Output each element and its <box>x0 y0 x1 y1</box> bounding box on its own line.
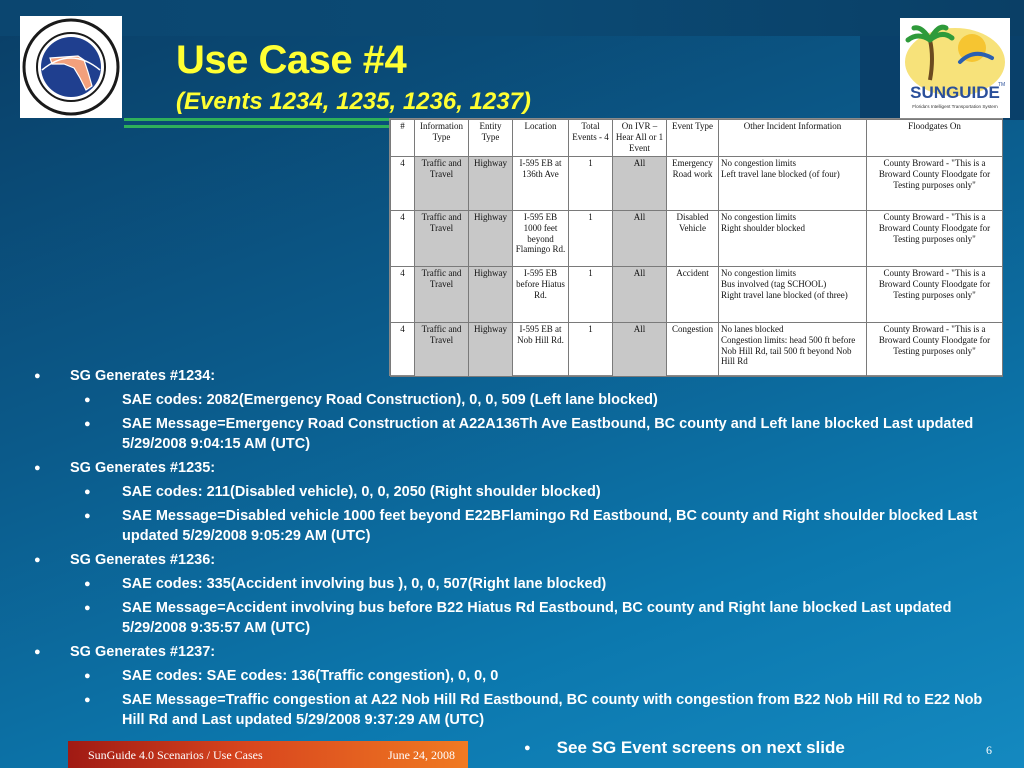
fdot-seal-icon <box>20 16 122 118</box>
bullet-list <box>34 366 1004 734</box>
table-cell: 4 <box>391 323 415 377</box>
sub-bullet-item: ● SAE Message=Emergency Road Construction at A22A136Th Ave Eastbound, BC county and Left lane blocked Last updated 5/29/2008 9:04:15 AM (UTC) <box>122 414 1002 454</box>
table-cell: Traffic and Travel <box>415 323 469 377</box>
table-cell: 1 <box>569 211 613 267</box>
next-slide-note: ● See SG Event screens on next slide <box>524 738 845 758</box>
table-header-cell: Information Type <box>415 120 469 157</box>
table-cell: Traffic and Travel <box>415 267 469 323</box>
table-header-cell: Other Incident Information <box>719 120 867 157</box>
table-header-cell: Event Type <box>667 120 719 157</box>
table-cell: All <box>613 267 667 323</box>
table-cell: 1 <box>569 157 613 211</box>
slide-subtitle: (Events 1234, 1235, 1236, 1237) <box>176 88 531 115</box>
table-row <box>391 211 1003 267</box>
fdot-logo <box>20 16 122 118</box>
top-band <box>0 0 1024 36</box>
sub-bullet-item: ● SAE Message=Accident involving bus before B22 Hiatus Rd Eastbound, BC county and Right lane blocked Last updated 5/29/2008 9:35:57 AM (UTC) <box>122 598 1002 638</box>
accent-line <box>124 118 390 121</box>
table-cell: I-595 EB at 136th Ave <box>513 157 569 211</box>
footer-title: SunGuide 4.0 Scenarios / Use Cases <box>88 748 263 762</box>
table-cell: County Broward - "This is a Broward County Floodgate for Testing purposes only" <box>867 157 1003 211</box>
table-header-cell: Location <box>513 120 569 157</box>
table-cell: No congestion limits Left travel lane blocked (of four) <box>719 157 867 211</box>
table-cell: Traffic and Travel <box>415 157 469 211</box>
accent-line <box>124 125 390 128</box>
table-cell: No congestion limits Bus involved (tag SCHOOL) Right travel lane blocked (of three) <box>719 267 867 323</box>
sub-bullet-item: ● SAE Message=Disabled vehicle 1000 feet beyond E22BFlamingo Rd Eastbound, BC county and Right shoulder blocked Last updated 5/29/2008 9:05:29 AM (UTC) <box>122 506 1002 546</box>
bullet-item: ● SG Generates #1236: <box>34 550 1004 570</box>
table-cell: I-595 EB before Hiatus Rd. <box>513 267 569 323</box>
sub-bullet-item: ● SAE codes: 2082(Emergency Road Construction), 0, 0, 509 (Left lane blocked) <box>122 390 1002 410</box>
table-cell: I-595 EB 1000 feet beyond Flamingo Rd. <box>513 211 569 267</box>
table-cell: Highway <box>469 323 513 377</box>
table-cell: County Broward - "This is a Broward County Floodgate for Testing purposes only" <box>867 323 1003 377</box>
table-cell: No congestion limits Right shoulder blocked <box>719 211 867 267</box>
sunguide-tagline: Florida's Intelligent Transportation System <box>912 104 998 109</box>
table-cell: Highway <box>469 157 513 211</box>
table-header-cell: On IVR – Hear All or 1 Event <box>613 120 667 157</box>
sub-bullet-item: ● SAE codes: 211(Disabled vehicle), 0, 0, 2050 (Right shoulder blocked) <box>122 482 1002 502</box>
footer-date: June 24, 2008 <box>388 748 455 762</box>
sub-bullet-item: ● SAE codes: 335(Accident involving bus ), 0, 0, 507(Right lane blocked) <box>122 574 1002 594</box>
table-header-cell: Total Events - 4 <box>569 120 613 157</box>
table-cell: 4 <box>391 157 415 211</box>
slide-title: Use Case #4 <box>176 38 407 82</box>
events-table <box>390 119 1003 377</box>
table-header-row <box>391 120 1003 157</box>
sub-bullet-item: ● SAE Message=Traffic congestion at A22 Nob Hill Rd Eastbound, BC county with congestion from B22 Nob Hill Rd to E22 Nob Hill Rd and Last updated 5/29/2008 9:37:29 AM (UTC) <box>122 690 1002 730</box>
table-cell: Disabled Vehicle <box>667 211 719 267</box>
table-cell: Emergency Road work <box>667 157 719 211</box>
table-row <box>391 157 1003 211</box>
table-cell: I-595 EB at Nob Hill Rd. <box>513 323 569 377</box>
accent-lines <box>124 118 390 132</box>
table-cell: All <box>613 211 667 267</box>
table-header-cell: Floodgates On <box>867 120 1003 157</box>
page-number: 6 <box>986 743 992 757</box>
table-cell: No lanes blocked Congestion limits: head 500 ft before Nob Hill Rd, tail 500 ft beyond Nob Hill Rd <box>719 323 867 377</box>
table-header-cell: # <box>391 120 415 157</box>
sunguide-palm-icon <box>900 18 1010 118</box>
table-cell: County Broward - "This is a Broward County Floodgate for Testing purposes only" <box>867 211 1003 267</box>
table-cell: Congestion <box>667 323 719 377</box>
bullet-item: ● SG Generates #1234: <box>34 366 1004 386</box>
sunguide-wordmark: SUNGUIDE <box>910 83 1000 102</box>
footer-bar <box>68 741 468 768</box>
table-cell: 4 <box>391 267 415 323</box>
table-row <box>391 267 1003 323</box>
sunguide-logo <box>900 18 1010 118</box>
events-table-panel <box>389 118 1003 376</box>
table-cell: Highway <box>469 211 513 267</box>
table-cell: 1 <box>569 323 613 377</box>
table-cell: All <box>613 323 667 377</box>
table-cell: All <box>613 157 667 211</box>
table-cell: 1 <box>569 267 613 323</box>
table-cell: 4 <box>391 211 415 267</box>
table-cell: County Broward - "This is a Broward County Floodgate for Testing purposes only" <box>867 267 1003 323</box>
table-cell: Traffic and Travel <box>415 211 469 267</box>
bullet-item: ● SG Generates #1237: <box>34 642 1004 662</box>
sub-bullet-item: ● SAE codes: SAE codes: 136(Traffic congestion), 0, 0, 0 <box>122 666 1002 686</box>
table-cell: Highway <box>469 267 513 323</box>
table-cell: Accident <box>667 267 719 323</box>
sunguide-tm-mark: TM <box>998 82 1006 88</box>
table-header-cell: Entity Type <box>469 120 513 157</box>
bullet-item: ● SG Generates #1235: <box>34 458 1004 478</box>
